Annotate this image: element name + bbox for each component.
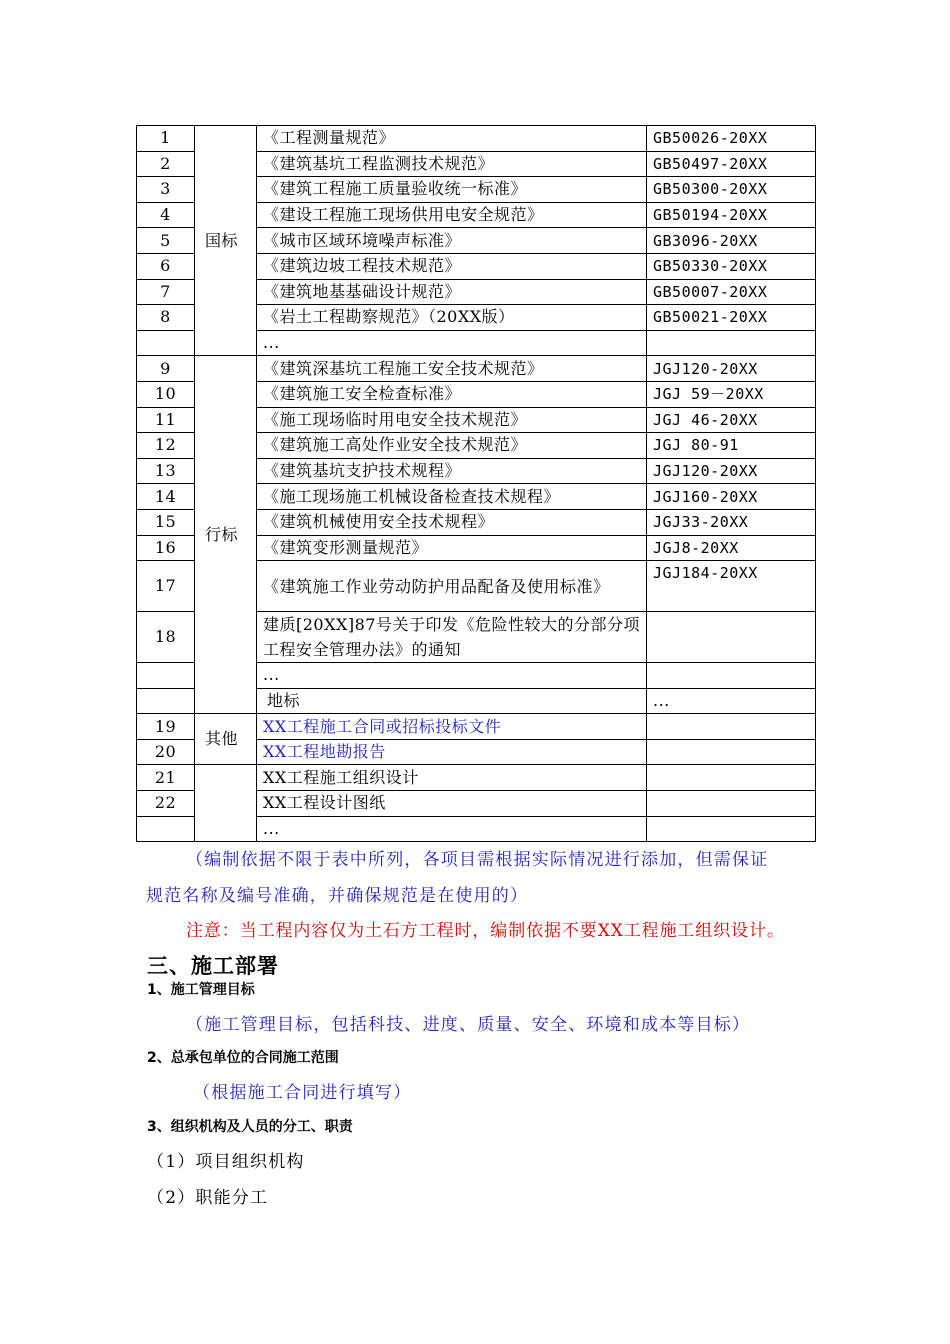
table-row: 20 XX工程地勘报告 <box>137 739 816 765</box>
subsection-1-title: 1、施工管理目标 <box>147 982 255 998</box>
table-row: 15 《建筑机械使用安全技术规程》 JGJ33-20XX <box>137 509 816 535</box>
subsection-2-text: （根据施工合同进行填写） <box>193 1083 412 1103</box>
subsection-3-item-2: （2）职能分工 <box>147 1188 269 1208</box>
standard-name: 《工程测量规范》 <box>257 126 647 152</box>
table-row: 11 《施工现场临时用电安全技术规范》 JGJ 46-20XX <box>137 407 816 433</box>
table-row: 地标 ... <box>137 688 816 714</box>
table-row-ellipsis: ... <box>137 330 816 356</box>
subsection-3-title: 3、组织机构及人员的分工、职责 <box>147 1119 353 1135</box>
category-local: 地标 <box>257 688 647 714</box>
table-row: 21 XX工程施工组织设计 <box>137 765 816 791</box>
category-industry: 行标 <box>195 356 257 714</box>
section-title: 三、施工部署 <box>147 954 279 978</box>
table-row: 3 《建筑工程施工质量验收统一标准》 GB50300-20XX <box>137 177 816 203</box>
table-row: 5 《城市区域环境噪声标准》 GB3096-20XX <box>137 228 816 254</box>
table-row: 22 XX工程设计图纸 <box>137 791 816 817</box>
category-other: 其他 <box>195 714 257 765</box>
subsection-1-text: （施工管理目标，包括科技、进度、质量、安全、环境和成本等目标） <box>186 1015 751 1035</box>
table-row: 2 《建筑基坑工程监测技术规范》 GB50497-20XX <box>137 151 816 177</box>
note-line-1: （编制依据不限于表中所列，各项目需根据实际情况进行添加，但需保证 <box>186 850 769 870</box>
table-row: 13 《建筑基坑支护技术规程》 JGJ120-20XX <box>137 458 816 484</box>
table-row: 8 《岩土工程勘察规范》（20XX版） GB50021-20XX <box>137 305 816 331</box>
table-row: 1 国标 《工程测量规范》 GB50026-20XX <box>137 126 816 152</box>
table-row: 18 建质[20XX]87号关于印发《危险性较大的分部分项工程安全管理办法》的通知 <box>137 612 816 663</box>
table-row: 9 行标 《建筑深基坑工程施工安全技术规范》 JGJ120-20XX <box>137 356 816 382</box>
table-row: 14 《施工现场施工机械设备检查技术规程》 JGJ160-20XX <box>137 484 816 510</box>
table-row: 7 《建筑地基基础设计规范》 GB50007-20XX <box>137 279 816 305</box>
table-row: 4 《建设工程施工现场供用电安全规范》 GB50194-20XX <box>137 202 816 228</box>
standard-code: GB50026-20XX <box>647 126 816 152</box>
category-national: 国标 <box>195 126 257 356</box>
standards-table <box>136 125 816 842</box>
table-row-ellipsis: ... <box>137 663 816 689</box>
table-row: 6 《建筑边坡工程技术规范》 GB50330-20XX <box>137 253 816 279</box>
subsection-2-title: 2、总承包单位的合同施工范围 <box>147 1050 339 1066</box>
table-row: 12 《建筑施工高处作业安全技术规范》 JGJ 80-91 <box>137 433 816 459</box>
table-row-ellipsis: ... <box>137 816 816 842</box>
table-row: 16 《建筑变形测量规范》 JGJ8-20XX <box>137 535 816 561</box>
warning-note: 注意：当工程内容仅为土石方工程时，编制依据不要XX工程施工组织设计。 <box>186 921 785 941</box>
table-row: 17 《建筑施工作业劳动防护用品配备及使用标准》 JGJ184-20XX <box>137 561 816 612</box>
table-row: 10 《建筑施工安全检查标准》 JGJ 59－20XX <box>137 381 816 407</box>
table-row: 19 其他 XX工程施工合同或招标投标文件 <box>137 714 816 740</box>
note-line-2: 规范名称及编号准确，并确保规范是在使用的） <box>146 886 529 906</box>
subsection-3-item-1: （1）项目组织机构 <box>147 1152 305 1172</box>
